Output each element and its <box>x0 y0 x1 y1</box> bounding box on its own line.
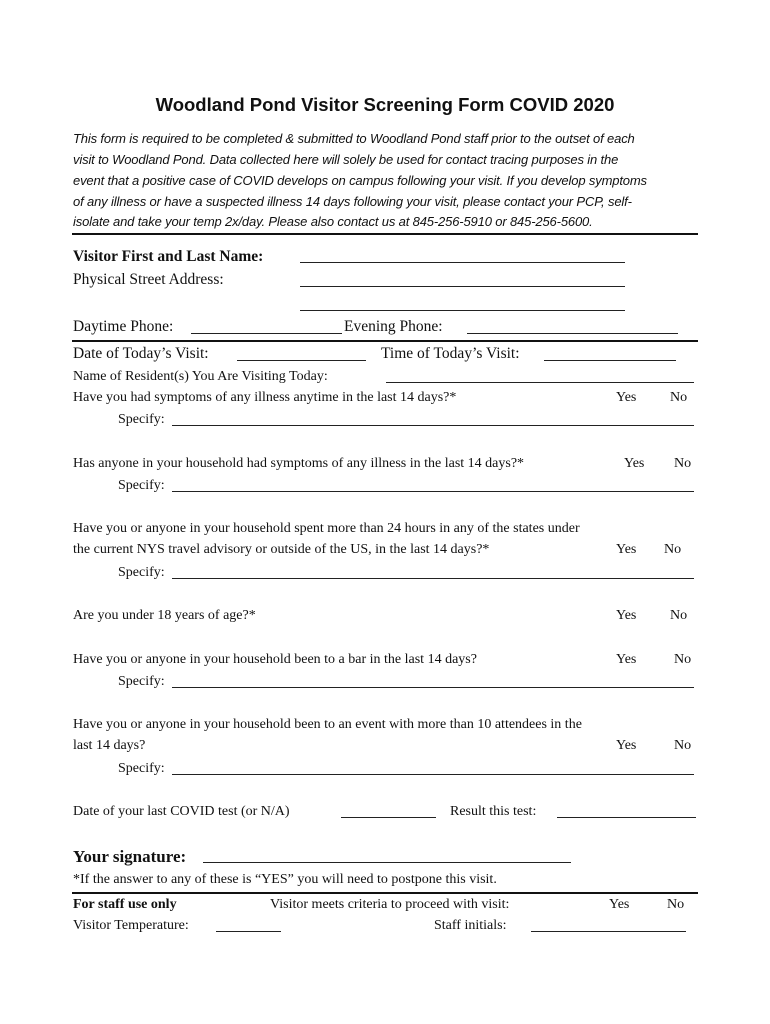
visit-time-label: Time of Today’s Visit: <box>381 345 520 362</box>
visit-date-field[interactable] <box>237 360 366 361</box>
staff-initials-label: Staff initials: <box>434 918 507 933</box>
q2-yes-option[interactable]: Yes <box>624 456 645 471</box>
evening-phone-field[interactable] <box>467 333 678 334</box>
staff-use-heading: For staff use only <box>73 897 177 912</box>
section-divider-mid <box>72 340 698 342</box>
resident-field[interactable] <box>386 382 694 383</box>
signature-label: Your signature: <box>73 847 187 866</box>
q4-no-option[interactable]: No <box>670 608 688 623</box>
visit-time-field[interactable] <box>544 360 676 361</box>
address-field-line-1[interactable] <box>300 286 625 287</box>
q6-specify-field[interactable] <box>172 774 694 775</box>
question-5: Have you or anyone in your household been to a bar in the last 14 days? <box>73 652 477 667</box>
q1-specify-field[interactable] <box>172 425 694 426</box>
q3-specify-label: Specify: <box>118 565 165 580</box>
staff-initials-field[interactable] <box>531 931 686 932</box>
question-6-line-2: last 14 days? <box>73 738 146 753</box>
visit-date-label: Date of Today’s Visit: <box>73 345 209 362</box>
intro-line-3: event that a positive case of COVID develops on campus following your visit. If you develop symptoms <box>73 173 647 188</box>
visitor-name-field[interactable] <box>300 262 625 263</box>
q5-yes-option[interactable]: Yes <box>616 652 637 667</box>
section-divider-top <box>72 233 698 235</box>
q2-specify-label: Specify: <box>118 478 165 493</box>
q1-yes-option[interactable]: Yes <box>616 390 637 405</box>
intro-line-2: visit to Woodland Pond. Data collected here will solely be used for contact tracing purposes in the <box>73 152 619 167</box>
covid-test-result-field[interactable] <box>557 817 696 818</box>
question-4: Are you under 18 years of age?* <box>73 608 256 623</box>
temperature-field[interactable] <box>216 931 281 932</box>
form-title: Woodland Pond Visitor Screening Form COVID 2020 <box>155 94 615 115</box>
q5-no-option[interactable]: No <box>674 652 692 667</box>
criteria-label: Visitor meets criteria to proceed with visit: <box>270 897 510 912</box>
section-divider-bottom <box>72 892 698 894</box>
address-label: Physical Street Address: <box>73 271 224 288</box>
question-6-line-1: Have you or anyone in your household been to an event with more than 10 attendees in the <box>73 717 582 732</box>
daytime-phone-field[interactable] <box>191 333 342 334</box>
q2-no-option[interactable]: No <box>674 456 692 471</box>
intro-line-4: of any illness or have a suspected illness 14 days following your visit, please contact your PCP, self- <box>73 194 632 209</box>
q1-no-option[interactable]: No <box>670 390 688 405</box>
signature-field[interactable] <box>203 862 571 863</box>
question-3-line-1: Have you or anyone in your household spent more than 24 hours in any of the states under <box>73 521 580 536</box>
q1-specify-label: Specify: <box>118 412 165 427</box>
staff-no-option[interactable]: No <box>667 897 685 912</box>
q6-specify-label: Specify: <box>118 761 165 776</box>
q5-specify-field[interactable] <box>172 687 694 688</box>
intro-line-5: isolate and take your temp 2x/day. Please also contact us at 845-256-5910 or 845-256-5600. <box>73 214 593 229</box>
visitor-name-label: Visitor First and Last Name: <box>73 248 264 265</box>
q3-no-option[interactable]: No <box>664 542 682 557</box>
daytime-phone-label: Daytime Phone: <box>73 318 174 335</box>
q4-yes-option[interactable]: Yes <box>616 608 637 623</box>
question-1: Have you had symptoms of any illness anytime in the last 14 days?* <box>73 390 457 405</box>
q5-specify-label: Specify: <box>118 674 165 689</box>
intro-line-1: This form is required to be completed & submitted to Woodland Pond staff prior to the outset of each <box>73 131 635 146</box>
covid-test-date-field[interactable] <box>341 817 436 818</box>
q3-yes-option[interactable]: Yes <box>616 542 637 557</box>
resident-label: Name of Resident(s) You Are Visiting Today: <box>73 369 328 384</box>
q6-no-option[interactable]: No <box>674 738 692 753</box>
address-field-line-2[interactable] <box>300 310 625 311</box>
postpone-note: *If the answer to any of these is “YES” you will need to postpone this visit. <box>73 872 497 887</box>
temperature-label: Visitor Temperature: <box>73 918 189 933</box>
staff-yes-option[interactable]: Yes <box>609 897 630 912</box>
question-3-line-2: the current NYS travel advisory or outside of the US, in the last 14 days?* <box>73 542 490 557</box>
evening-phone-label: Evening Phone: <box>344 318 443 335</box>
covid-test-result-label: Result this test: <box>450 804 537 819</box>
q6-yes-option[interactable]: Yes <box>616 738 637 753</box>
question-2: Has anyone in your household had symptoms of any illness in the last 14 days?* <box>73 456 525 471</box>
q2-specify-field[interactable] <box>172 491 694 492</box>
q3-specify-field[interactable] <box>172 578 694 579</box>
covid-test-date-label: Date of your last COVID test (or N/A) <box>73 804 290 819</box>
